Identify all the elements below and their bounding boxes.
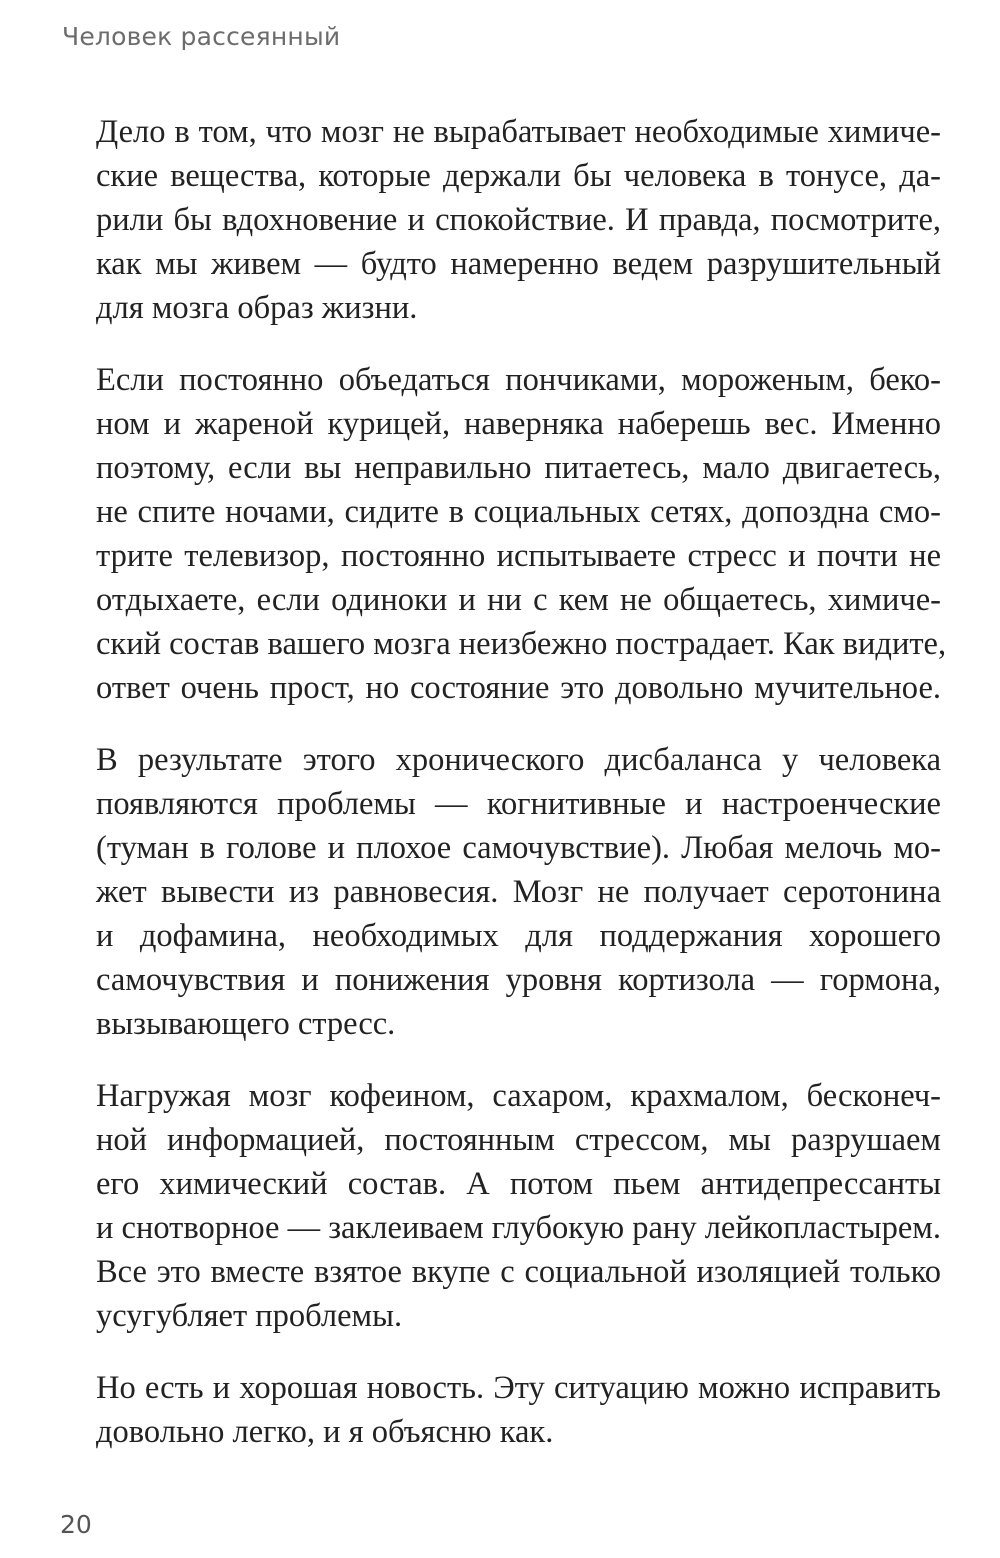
text-line: отдыхаете, если одиноки и ни с кем не общаетесь, химиче- xyxy=(96,582,941,618)
text-line: рили бы вдохновение и спокойствие. И правда, посмотрите, xyxy=(96,202,941,238)
page-number: 20 xyxy=(60,1510,92,1539)
text-line: ответ очень прост, но состояние это довольно мучительное. xyxy=(96,670,941,706)
text-line: вызывающего стресс. xyxy=(96,1006,396,1042)
text-line: появляются проблемы — когнитивные и настроенческие xyxy=(96,786,941,822)
text-line: ной информацией, постоянным стрессом, мы разрушаем xyxy=(96,1122,941,1158)
text-line: как мы живем — будто намеренно ведем разрушительный xyxy=(96,246,941,282)
text-line: самочувствия и понижения уровня кортизола — гормона, xyxy=(96,962,941,998)
text-line: довольно легко, и я объясню как. xyxy=(96,1414,554,1450)
text-line: Все это вместе взятое вкупе с социальной изоляцией только xyxy=(96,1254,941,1290)
text-line: Если постоянно объедаться пончиками, мороженым, беко- xyxy=(96,362,941,398)
text-line: для мозга образ жизни. xyxy=(96,290,418,326)
text-line: и дофамина, необходимых для поддержания хорошего xyxy=(96,918,941,954)
text-line: поэтому, если вы неправильно питаетесь, мало двигаетесь, xyxy=(96,450,941,486)
paragraph xyxy=(96,1366,941,1454)
running-head-title: Человек рассеянный xyxy=(62,22,341,51)
body-text xyxy=(96,110,947,1482)
text-line: его химический состав. А потом пьем антидепрессанты xyxy=(96,1166,941,1202)
text-line: жет вывести из равновесия. Мозг не получает серотонина xyxy=(96,874,941,910)
text-line: Дело в том, что мозг не вырабатывает необходимые химиче- xyxy=(96,114,941,150)
paragraph xyxy=(96,110,941,330)
paragraph xyxy=(96,738,941,1046)
text-line: ский состав вашего мозга неизбежно пострадает. Как видите, xyxy=(96,626,947,662)
text-line: (туман в голове и плохое самочувствие). Любая мелочь мо- xyxy=(96,830,941,866)
text-line: В результате этого хронического дисбаланса у человека xyxy=(96,742,941,778)
paragraph xyxy=(96,358,947,710)
paragraph xyxy=(96,1074,941,1338)
text-line: не спите ночами, сидите в социальных сетях, допоздна смо- xyxy=(96,494,941,530)
text-line: трите телевизор, постоянно испытываете стресс и почти не xyxy=(96,538,941,574)
text-line: ские вещества, которые держали бы человека в тонусе, да- xyxy=(96,158,941,194)
text-line: Но есть и хорошая новость. Эту ситуацию можно исправить xyxy=(96,1370,941,1406)
text-line: усугубляет проблемы. xyxy=(96,1298,403,1334)
text-line: и снотворное — заклеиваем глубокую рану лейкопластырем. xyxy=(96,1210,941,1246)
text-line: ном и жареной курицей, наверняка наберешь вес. Именно xyxy=(96,406,941,442)
text-line: Нагружая мозг кофеином, сахаром, крахмалом, бесконеч- xyxy=(96,1078,941,1114)
